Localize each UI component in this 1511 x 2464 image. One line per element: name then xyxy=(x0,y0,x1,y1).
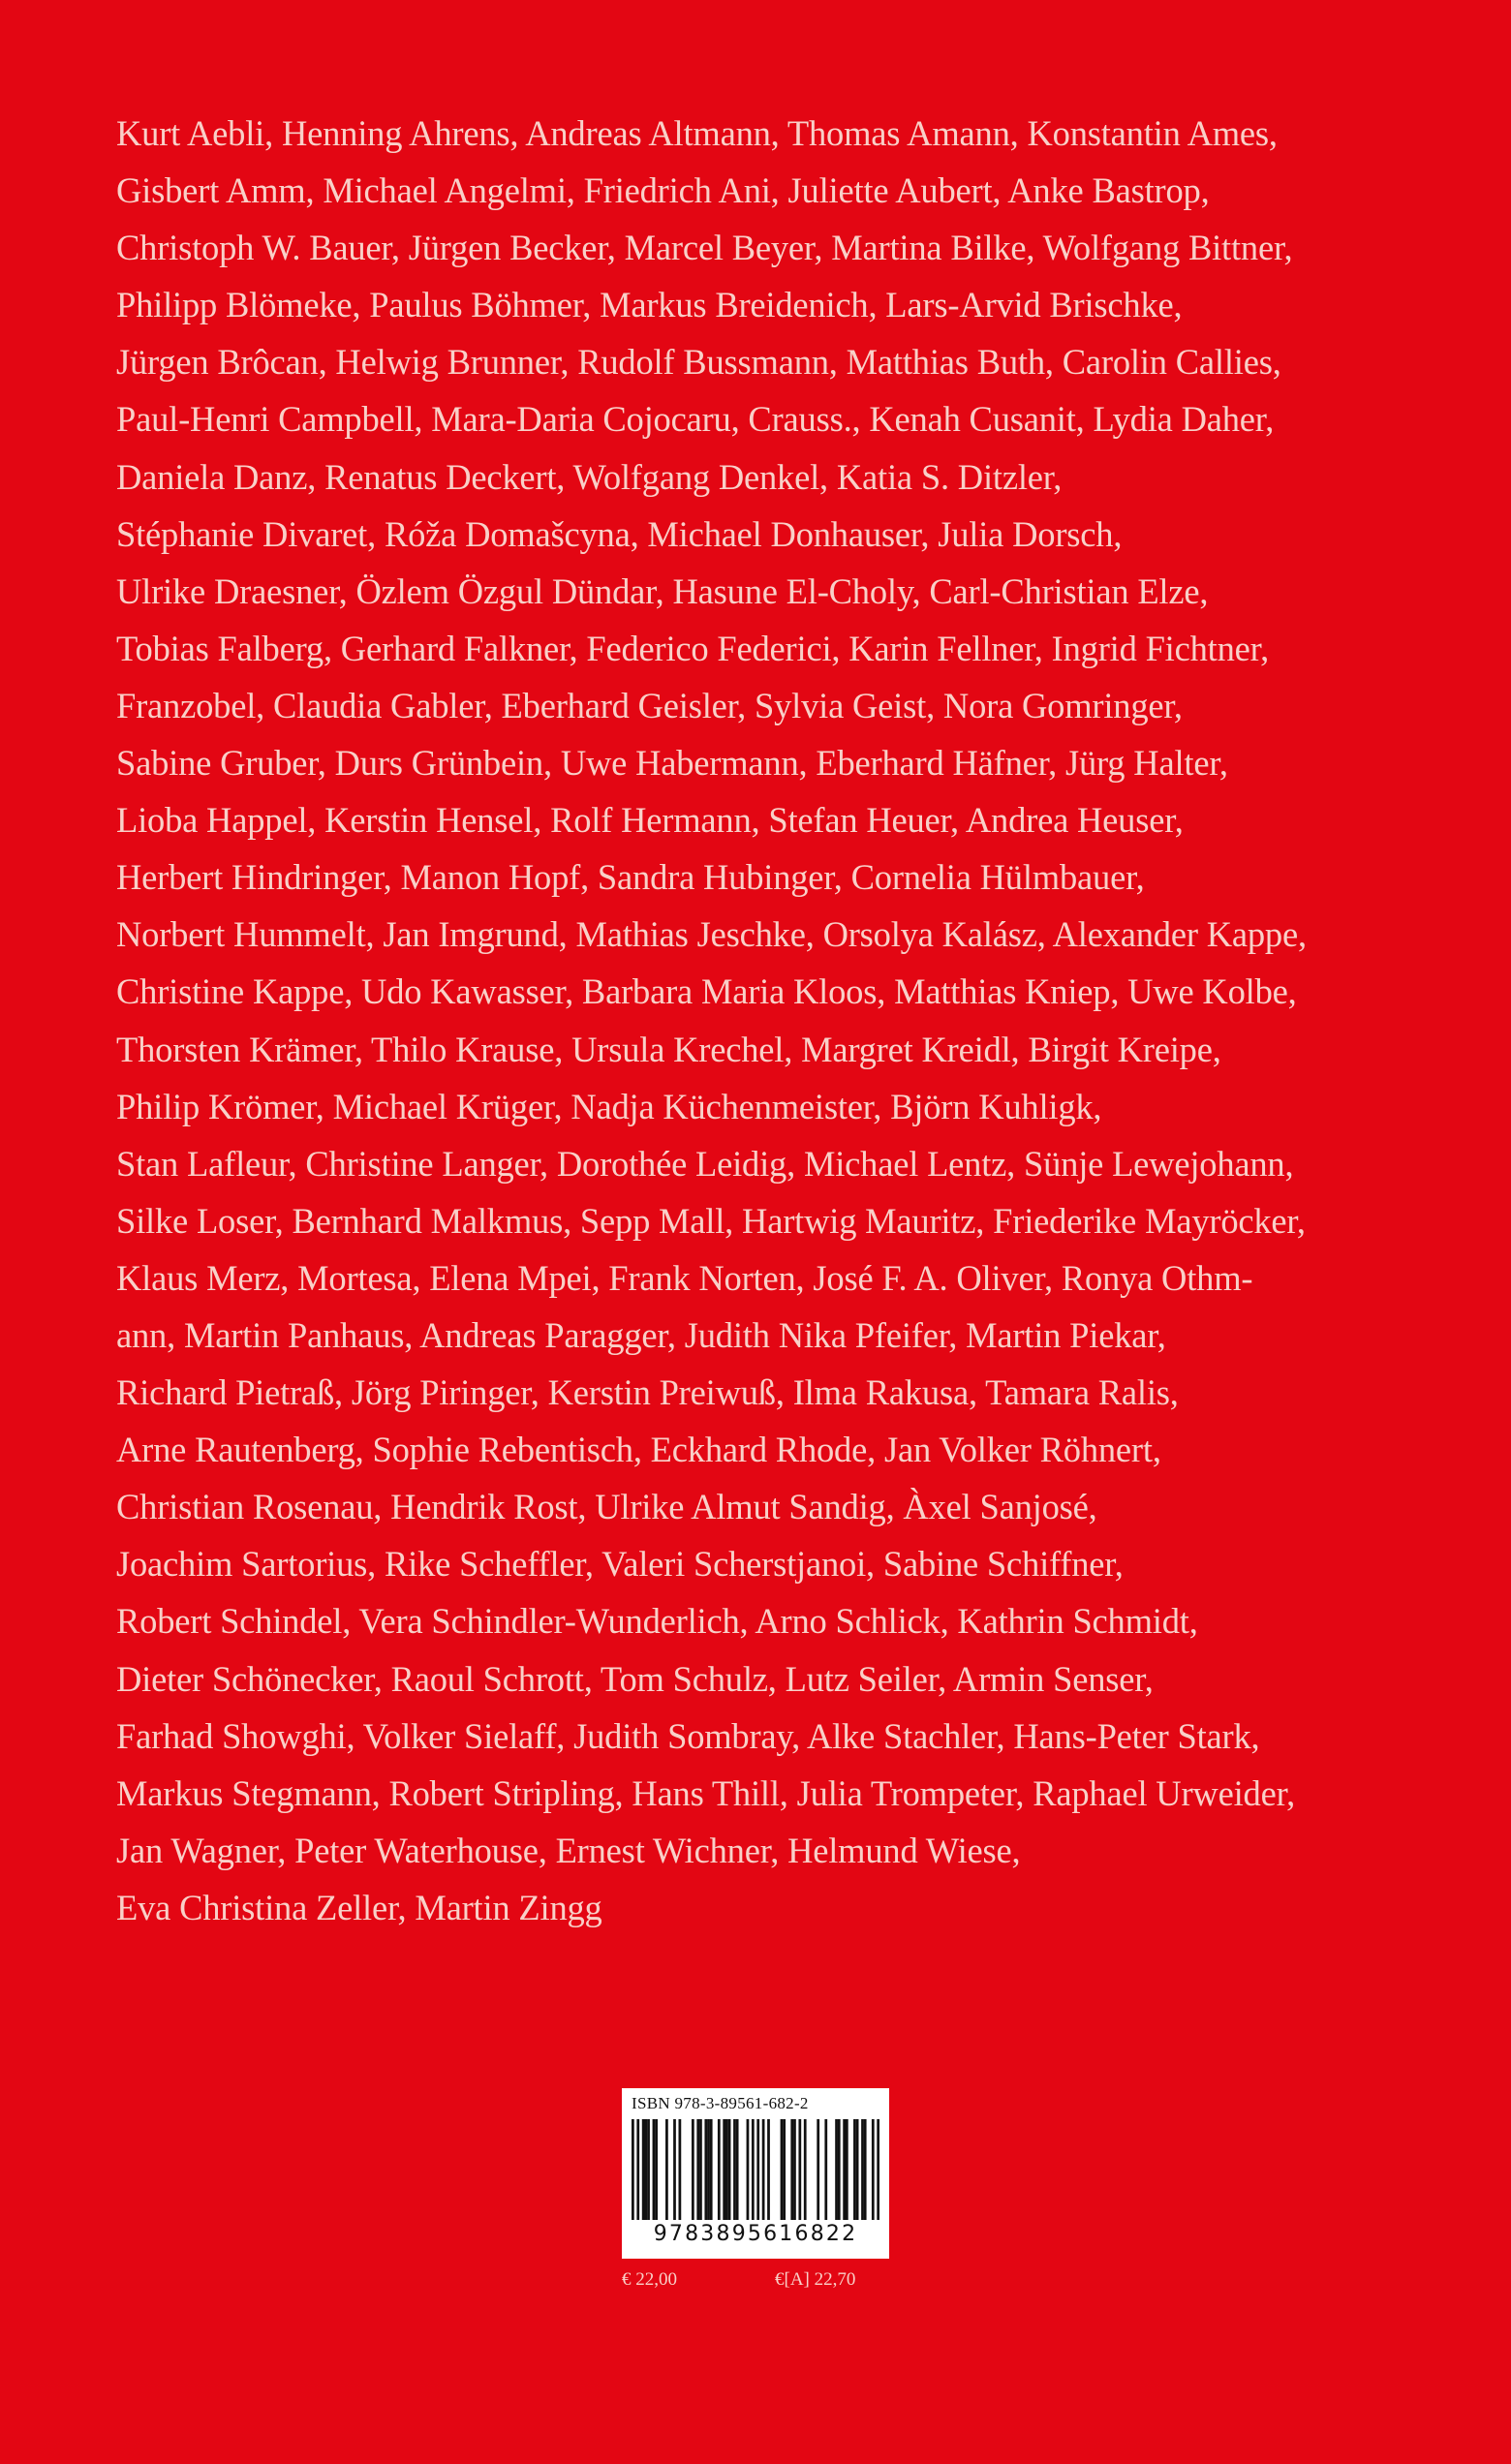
contributor-line: Herbert Hindringer, Manon Hopf, Sandra Hubinger, Cornelia Hülmbauer, xyxy=(116,857,1145,898)
barcode-bar xyxy=(707,2119,710,2220)
barcode-bar xyxy=(692,2119,694,2220)
barcode-bar xyxy=(673,2119,676,2220)
contributor-line: Robert Schindel, Vera Schindler-Wunderlich, Arno Schlick, Kathrin Schmidt, xyxy=(116,1601,1198,1642)
barcode-bar xyxy=(752,2119,755,2220)
barcode-bar xyxy=(725,2119,728,2220)
contributor-line: Franzobel, Claudia Gabler, Eberhard Geisler, Sylvia Geist, Nora Gomringer, xyxy=(116,685,1183,725)
barcode-bar xyxy=(704,2119,707,2220)
isbn-barcode xyxy=(622,2088,889,2259)
barcode-bar xyxy=(733,2119,736,2220)
contributor-line: Jürgen Brôcan, Helwig Brunner, Rudolf Bussmann, Matthias Buth, Carolin Callies, xyxy=(116,342,1281,383)
barcode-bar xyxy=(817,2119,819,2220)
barcode-bar xyxy=(653,2119,656,2220)
contributor-line: Farhad Showghi, Volker Sielaff, Judith Sombray, Alke Stachler, Hans-Peter Stark, xyxy=(116,1715,1260,1756)
barcode-bar xyxy=(756,2119,759,2220)
contributor-line: Arne Rautenberg, Sophie Rebentisch, Eckhard Rhode, Jan Volker Röhnert, xyxy=(116,1430,1161,1470)
barcode-bar xyxy=(762,2119,765,2220)
barcode-bar xyxy=(853,2119,856,2220)
barcode-digits: 9783895616822 xyxy=(653,2222,858,2246)
contributor-line: Richard Pietraß, Jörg Piringer, Kerstin Preiwuß, Ilma Rakusa, Tamara Ralis, xyxy=(116,1372,1179,1413)
contributor-line: Christoph W. Bauer, Jürgen Becker, Marcel Beyer, Martina Bilke, Wolfgang Bittner, xyxy=(116,228,1293,268)
isbn-label: ISBN 978-3-89561-682-2 xyxy=(632,2094,809,2112)
contributor-line: Joachim Sartorius, Rike Scheffler, Valeri Scherstjanoi, Sabine Schiffner, xyxy=(116,1544,1124,1585)
contributor-line: Stéphanie Divaret, Róža Domašcyna, Michael Donhauser, Julia Dorsch, xyxy=(116,513,1123,554)
barcode-bar xyxy=(835,2119,838,2220)
barcode-bar xyxy=(872,2119,875,2220)
barcode-bar xyxy=(856,2119,859,2220)
contributor-list xyxy=(116,105,1414,1936)
barcode-bar xyxy=(804,2119,807,2220)
barcode-bar xyxy=(723,2119,725,2220)
barcode-bar xyxy=(824,2119,827,2220)
contributor-line: Klaus Merz, Mortesa, Elena Mpei, Frank Norten, José F. A. Oliver, Ronya Othm- xyxy=(116,1257,1253,1298)
barcode-bar xyxy=(736,2119,739,2220)
price-austria: €[A] 22,70 xyxy=(775,2269,856,2290)
contributor-line: Tobias Falberg, Gerhard Falkner, Federico Federici, Karin Fellner, Ingrid Fichtner, xyxy=(116,628,1270,668)
contributor-line: Ulrike Draesner, Özlem Özgul Dündar, Hasune El-Choly, Carl-Christian Elze, xyxy=(116,570,1209,611)
barcode-bar xyxy=(665,2119,668,2220)
contributor-line: Markus Stegmann, Robert Stripling, Hans Thill, Julia Trompeter, Raphael Urweider, xyxy=(116,1772,1295,1813)
contributor-line: Gisbert Amm, Michael Angelmi, Friedrich Ani, Juliette Aubert, Anke Bastrop, xyxy=(116,170,1210,211)
barcode-bar xyxy=(710,2119,713,2220)
barcode-bar xyxy=(644,2119,647,2220)
barcode-bar xyxy=(793,2119,796,2220)
barcode-bar xyxy=(642,2119,645,2220)
barcode-bar xyxy=(861,2119,864,2220)
contributor-line: Lioba Happel, Kerstin Hensel, Rolf Hermann, Stefan Heuer, Andrea Heuser, xyxy=(116,800,1184,841)
barcode-bar xyxy=(699,2119,702,2220)
barcode-bar xyxy=(632,2119,634,2220)
barcode-bar xyxy=(843,2119,846,2220)
barcode-bar xyxy=(781,2119,784,2220)
barcode-bar xyxy=(655,2119,658,2220)
contributor-line: ann, Martin Panhaus, Andreas Paragger, Judith Nika Pfeifer, Martin Piekar, xyxy=(116,1314,1166,1355)
contributor-line: Christine Kappe, Udo Kawasser, Barbara Maria Kloos, Matthias Kniep, Uwe Kolbe, xyxy=(116,971,1297,1012)
barcode-bar xyxy=(864,2119,867,2220)
barcode-bar xyxy=(846,2119,848,2220)
contributor-line: Sabine Gruber, Durs Grünbein, Uwe Habermann, Eberhard Häfner, Jürg Halter, xyxy=(116,743,1228,784)
contributor-line: Norbert Hummelt, Jan Imgrund, Mathias Jeschke, Orsolya Kalász, Alexander Kappe, xyxy=(116,914,1307,955)
contributor-line: Kurt Aebli, Henning Ahrens, Andreas Altmann, Thomas Amann, Konstantin Ames, xyxy=(116,113,1278,153)
contributor-line: Dieter Schönecker, Raoul Schrott, Tom Schulz, Lutz Seiler, Armin Senser, xyxy=(116,1658,1154,1699)
barcode-bar xyxy=(747,2119,750,2220)
barcode-bar xyxy=(783,2119,786,2220)
barcode-bar xyxy=(636,2119,639,2220)
contributor-line: Thorsten Krämer, Thilo Krause, Ursula Krechel, Margret Kreidl, Birgit Kreipe, xyxy=(116,1029,1221,1069)
contributor-line: Philipp Blömeke, Paulus Böhmer, Markus Breidenich, Lars-Arvid Brischke, xyxy=(116,285,1183,325)
contributor-line: Christian Rosenau, Hendrik Rost, Ulrike Almut Sandig, Àxel Sanjosé, xyxy=(116,1487,1097,1527)
barcode-bar xyxy=(877,2119,879,2220)
barcode-bar xyxy=(718,2119,721,2220)
barcode-bar xyxy=(679,2119,682,2220)
barcode-bar xyxy=(798,2119,801,2220)
barcode-bar xyxy=(647,2119,650,2220)
contributor-line: Silke Loser, Bernhard Malkmus, Sepp Mall, Hartwig Mauritz, Friederike Mayröcker, xyxy=(116,1200,1306,1241)
contributor-line: Jan Wagner, Peter Waterhouse, Ernest Wichner, Helmund Wiese, xyxy=(116,1830,1021,1870)
contributor-line: Philip Krömer, Michael Krüger, Nadja Küchenmeister, Björn Kuhligk, xyxy=(116,1086,1102,1126)
contributor-line: Eva Christina Zeller, Martin Zingg xyxy=(116,1887,602,1927)
contributor-line: Daniela Danz, Renatus Deckert, Wolfgang Denkel, Katia S. Ditzler, xyxy=(116,456,1063,497)
barcode-bar xyxy=(728,2119,731,2220)
barcode-bar xyxy=(790,2119,793,2220)
contributor-line: Paul-Henri Campbell, Mara-Daria Cojocaru, Crauss., Kenah Cusanit, Lydia Daher, xyxy=(116,399,1275,440)
barcode-bars-icon xyxy=(632,2119,879,2220)
barcode-bar xyxy=(696,2119,699,2220)
contributor-line: Stan Lafleur, Christine Langer, Dorothée Leidig, Michael Lentz, Sünje Lewejohann, xyxy=(116,1143,1294,1184)
barcode-bar xyxy=(767,2119,770,2220)
price-germany: € 22,00 xyxy=(622,2269,677,2290)
barcode-bar xyxy=(838,2119,841,2220)
